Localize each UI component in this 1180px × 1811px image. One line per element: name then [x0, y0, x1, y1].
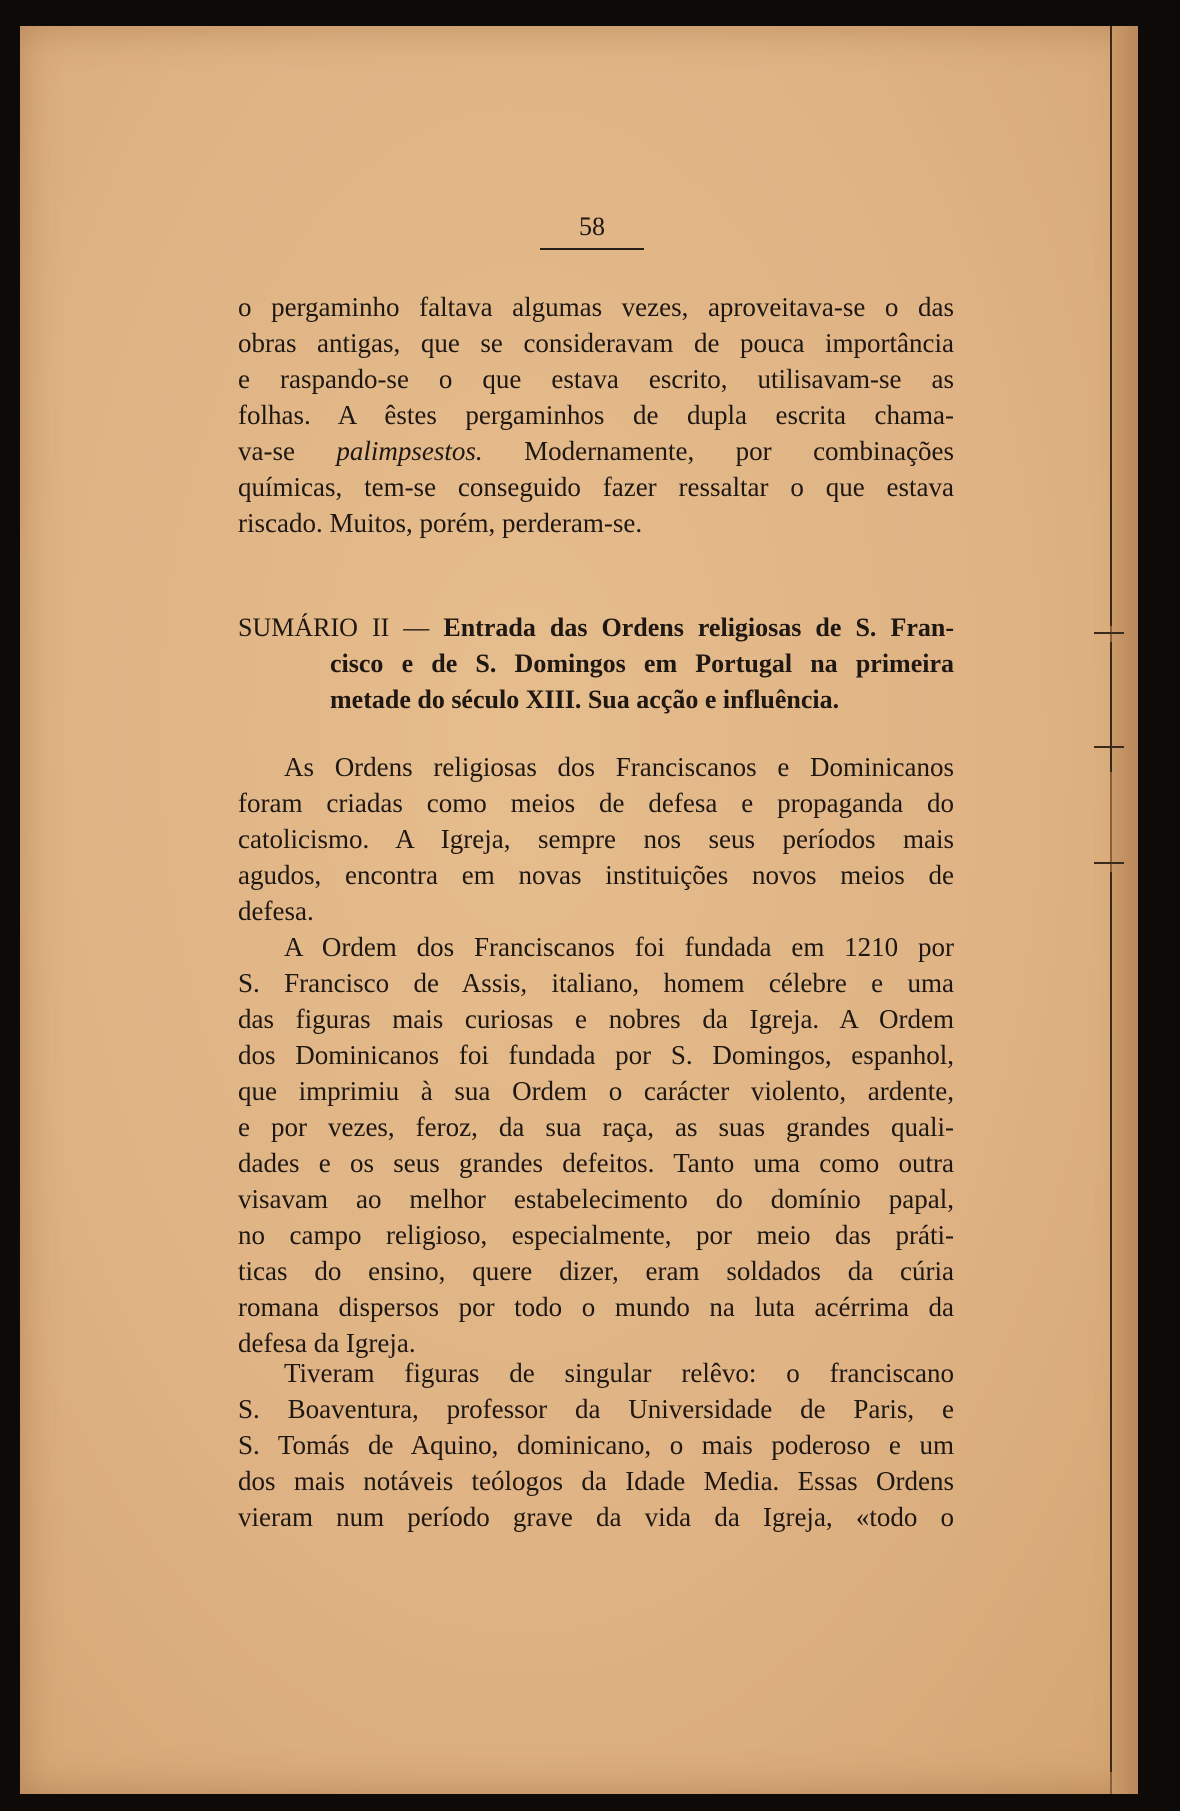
text-line: ticas do ensino, quere dizer, eram soldados da cúria [238, 1256, 954, 1286]
text-line: químicas, tem-se conseguido fazer ressaltar o que estava [238, 472, 954, 502]
edge-line [1110, 872, 1112, 1772]
paragraph-4 [238, 1355, 954, 1535]
text-line: e por vezes, feroz, da sua raça, as suas grandes quali- [238, 1112, 954, 1142]
edge-tick [1094, 746, 1124, 748]
paragraph-2 [238, 749, 954, 929]
summary-line [238, 610, 954, 646]
text-line: catolicismo. A Igreja, sempre nos seus períodos mais [238, 824, 954, 854]
text-line: dos Dominicanos foi fundada por S. Domingos, espanhol, [238, 1040, 954, 1070]
summary-label: SUMÁRIO II — [238, 613, 430, 642]
page-edge [1110, 26, 1138, 1794]
text-line: o pergaminho faltava algumas vezes, aproveitava-se o das [238, 292, 954, 322]
text-line: folhas. A êstes pergaminhos de dupla escrita chama- [238, 400, 954, 430]
text-line: dades e os seus grandes defeitos. Tanto uma como outra [238, 1148, 954, 1178]
chapter-summary [238, 610, 954, 718]
summary-line: metade do século XIII. Sua acção e influência. [330, 685, 840, 714]
text-line: agudos, encontra em novas instituições novos meios de [238, 860, 954, 890]
text-fragment: Modernamente, por combinações [524, 436, 955, 466]
text-line: A Ordem dos Franciscanos foi fundada em 1210 por [284, 932, 954, 962]
text-line: e raspando-se o que estava escrito, utilisavam-se as [238, 364, 954, 394]
text-line: defesa. [238, 896, 314, 926]
text-line: Tiveram figuras de singular relêvo: o franciscano [284, 1358, 954, 1388]
summary-text: Entrada das Ordens religiosas de S. Fran- [443, 613, 954, 642]
text-line: riscado. Muitos, porém, perderam-se. [238, 508, 643, 538]
paragraph-3 [238, 929, 954, 1361]
text-line: dos mais notáveis teólogos da Idade Media. Essas Ordens [238, 1466, 954, 1496]
paragraph-1 [238, 289, 954, 541]
text-line: obras antigas, que se consideravam de pouca importância [238, 328, 954, 358]
text-line: das figuras mais curiosas e nobres da Igreja. A Ordem [238, 1004, 954, 1034]
page-number-rule [540, 248, 644, 250]
text-line: foram criadas como meios de defesa e propaganda do [238, 788, 954, 818]
italic-term: palimpsestos. [336, 436, 483, 466]
text-line: S. Boaventura, professor da Universidade de Paris, e [238, 1394, 954, 1424]
text-line: que imprimiu à sua Ordem o carácter violento, ardente, [238, 1076, 954, 1106]
text-line: vieram num período grave da vida da Igreja, «todo o [238, 1502, 954, 1532]
text-line: S. Tomás de Aquino, dominicano, o mais poderoso e um [238, 1430, 954, 1460]
text-line: visavam ao melhor estabelecimento do domínio papal, [238, 1184, 954, 1214]
text-line: defesa da Igreja. [238, 1328, 416, 1358]
edge-line [1110, 642, 1112, 772]
text-line: S. Francisco de Assis, italiano, homem célebre e uma [238, 968, 954, 998]
edge-tick [1094, 632, 1124, 634]
text-line: romana dispersos por todo o mundo na luta acérrima da [238, 1292, 954, 1322]
page-number: 58 [579, 212, 605, 241]
edge-line [1110, 26, 1112, 626]
text-line: As Ordens religiosas dos Franciscanos e Dominicanos [284, 752, 954, 782]
text-line [238, 433, 954, 469]
edge-tick [1094, 862, 1124, 864]
summary-line: cisco e de S. Domingos em Portugal na primeira [330, 649, 954, 678]
text-line: no campo religioso, especialmente, por meio das práti- [238, 1220, 954, 1250]
text-fragment: va-se [238, 436, 295, 466]
